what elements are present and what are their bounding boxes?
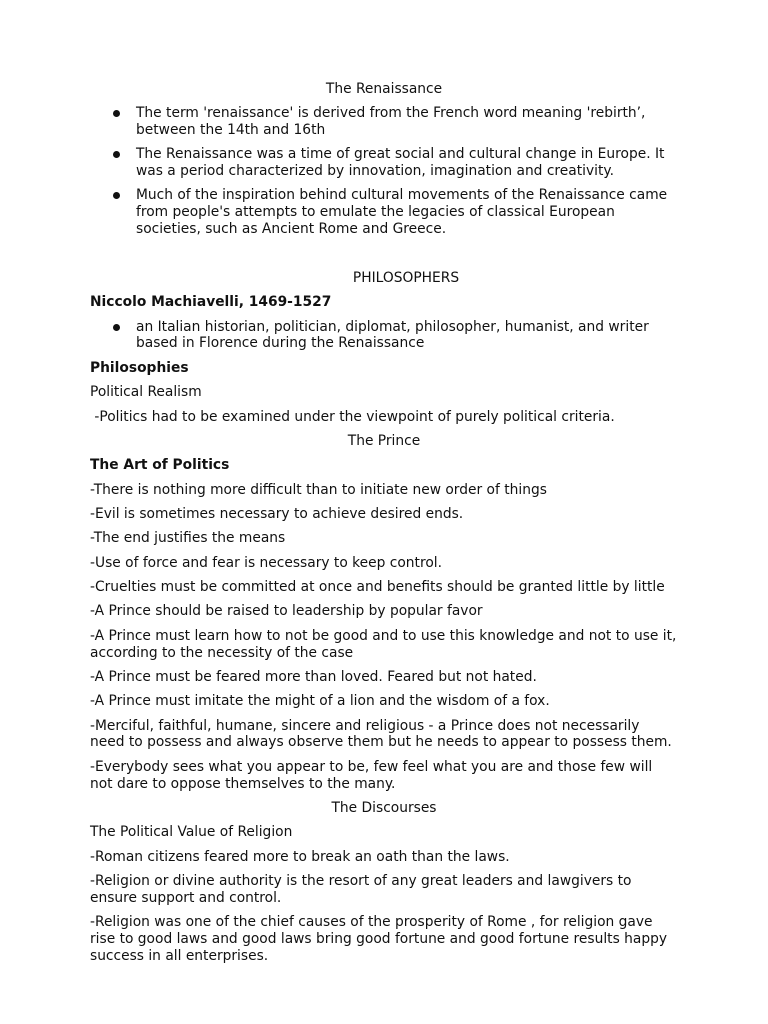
paragraph-line: from people's attempts to emulate the legacies of classical European xyxy=(136,204,615,221)
paragraph-line: -Merciful, faithful, humane, sincere and religious - a Prince does not necessarily xyxy=(90,717,640,734)
paragraph-line: need to possess and always observe them but he needs to appear to possess them. xyxy=(90,734,672,751)
discourses-point xyxy=(90,873,678,907)
discourses-point xyxy=(90,914,678,965)
realism-statement: -Politics had to be examined under the viewpoint of purely political criteria. xyxy=(90,408,615,425)
paragraph-line: -Religion or divine authority is the resort of any great leaders and lawgivers to xyxy=(90,873,632,890)
prince-point: -The end justifies the means xyxy=(90,530,286,547)
paragraph-line: an Italian historian, politician, diplomat, philosopher, humanist, and writer xyxy=(136,318,649,335)
prince-point: -Use of force and fear is necessary to keep control. xyxy=(90,554,442,571)
paragraph-line: not dare to oppose themselves to the many. xyxy=(90,775,396,792)
prince-point: -A Prince should be raised to leadership by popular favor xyxy=(90,603,483,620)
bullet-icon xyxy=(113,324,120,331)
prince-point: -There is nothing more difficult than to initiate new order of things xyxy=(90,481,547,498)
paragraph-line: success in all enterprises. xyxy=(90,948,269,965)
subheading-political-realism: Political Realism xyxy=(90,384,202,401)
prince-point xyxy=(90,759,678,793)
subheading-art-of-politics: The Art of Politics xyxy=(90,457,230,474)
intro-bullet-item xyxy=(90,187,678,238)
paragraph-line: was a period characterized by innovation, imagination and creativity. xyxy=(136,163,614,180)
paragraph-line: rise to good laws and good laws bring good fortune and good fortune results happy xyxy=(90,931,668,948)
discourses-point: -Roman citizens feared more to break an oath than the laws. xyxy=(90,848,510,865)
prince-point: -A Prince must imitate the might of a lion and the wisdom of a fox. xyxy=(90,693,550,710)
paragraph-line: The Renaissance was a time of great social and cultural change in Europe. It xyxy=(136,146,665,163)
paragraph-line: ensure support and control. xyxy=(90,889,282,906)
paragraph-line: The term 'renaissance' is derived from the French word meaning 'rebirth’, xyxy=(136,104,646,121)
prince-point: -A Prince must be feared more than loved. Feared but not hated. xyxy=(90,668,537,685)
paragraph-line: -Religion was one of the chief causes of the prosperity of Rome , for religion gave xyxy=(90,914,653,931)
document-body xyxy=(90,81,678,973)
prince-point: -Cruelties must be committed at once and benefits should be granted little by little xyxy=(90,578,665,595)
section-heading-the-prince: The Prince xyxy=(347,432,421,449)
intro-bullet-item xyxy=(90,105,678,139)
bio-bullet-item xyxy=(90,319,678,353)
prince-point xyxy=(90,718,678,752)
paragraph-line: societies, such as Ancient Rome and Greece. xyxy=(136,221,447,238)
section-heading-the-discourses: The Discourses xyxy=(331,800,437,817)
prince-point xyxy=(90,628,678,662)
paragraph-line: according to the necessity of the case xyxy=(90,644,354,661)
paragraph-line: based in Florence during the Renaissance xyxy=(136,335,425,352)
bullet-icon xyxy=(113,110,120,117)
prince-point: -Evil is sometimes necessary to achieve desired ends. xyxy=(90,505,464,522)
empty-paragraph xyxy=(90,246,678,263)
paragraph-line: -A Prince must learn how to not be good and to use this knowledge and not to use it, xyxy=(90,627,677,644)
intro-bullet-item xyxy=(90,146,678,180)
philosophies-heading: Philosophies xyxy=(90,359,189,376)
bullet-icon xyxy=(113,192,120,199)
subheading-political-value-of-religion: The Political Value of Religion xyxy=(90,824,293,841)
document-title: The Renaissance xyxy=(325,80,443,97)
bullet-icon xyxy=(113,151,120,158)
philosopher-name: Niccolo Machiavelli, 1469-1527 xyxy=(90,294,332,311)
paragraph-line: -Everybody sees what you appear to be, few feel what you are and those few will xyxy=(90,758,653,775)
paragraph-line: between the 14th and 16th xyxy=(136,121,326,138)
paragraph-line: Much of the inspiration behind cultural movements of the Renaissance came xyxy=(136,187,668,204)
section-heading-philosophers: PHILOSOPHERS xyxy=(352,269,460,286)
